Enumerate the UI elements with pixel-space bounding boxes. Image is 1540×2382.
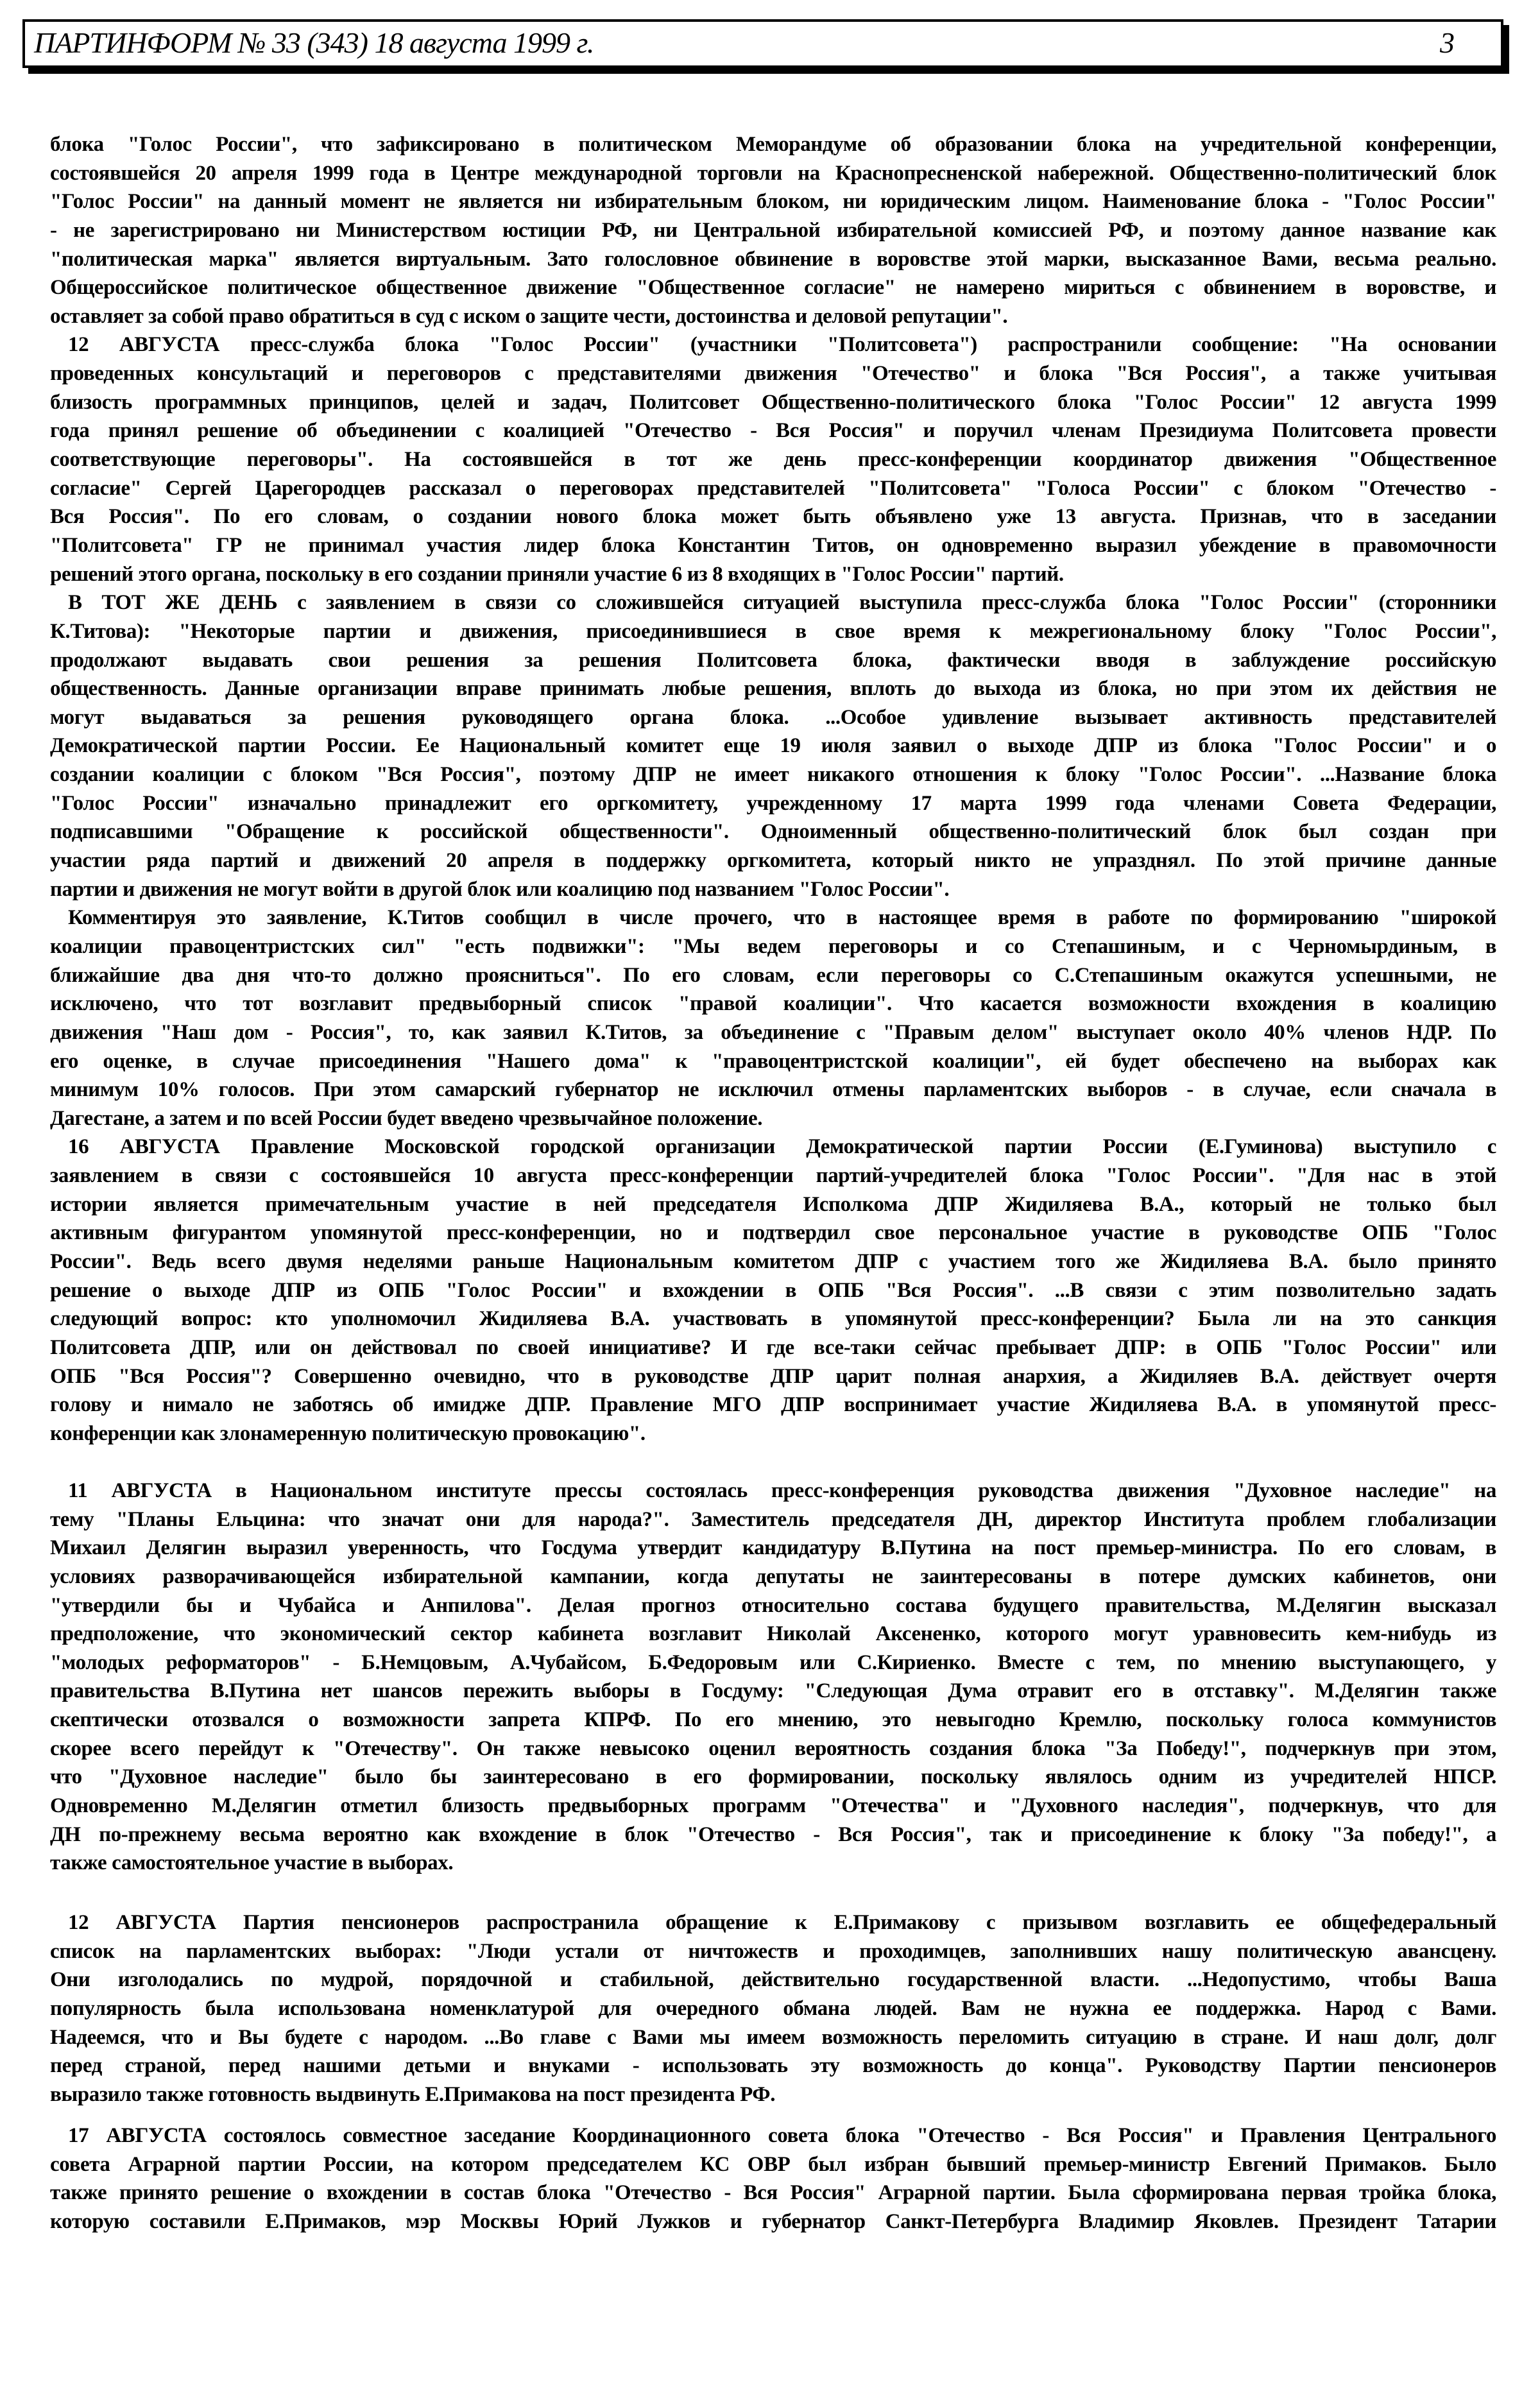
text-line: ближайшие два дня что-то должно проясниться". По его словам, если переговоры со С.Степашиным окажутся успешными, не xyxy=(50,963,1496,987)
text-line: "молодых реформаторов" - Б.Немцовым, А.Чубайсом, Б.Федоровым или С.Кириенко. Вместе с тем, по мнению выступающего, у xyxy=(50,1650,1496,1674)
text-line: Одновременно М.Делягин отметил близость предвыборных программ "Отечества" и "Духовного наследия", подчеркнув, что для xyxy=(50,1794,1496,1818)
text-line: Общероссийское политическое общественное движение "Общественное согласие" не намерено мириться с обвинением в воровстве, и xyxy=(50,276,1496,300)
text-line: "Голос России" изначально принадлежит его оргкомитету, учрежденному 17 марта 1999 года членами Совета Федерации, xyxy=(50,791,1496,815)
text-line: 12 АВГУСТА Партия пенсионеров распространила обращение к Е.Примакову с призывом возглавить ее общефедеральный xyxy=(68,1911,1496,1934)
paragraph xyxy=(50,330,1496,588)
text-line: условиях разворачивающейся избирательной кампании, когда депутаты не заинтересованы в потере думских кабинетов, они xyxy=(50,1564,1496,1588)
text-line: продолжают выдавать свои решения за решения Политсовета блока, фактически вводя в заблуждение российскую xyxy=(50,648,1496,672)
text-line: В ТОТ ЖЕ ДЕНЬ с заявлением в связи со сложившейся ситуацией выступила пресс-служба блока "Голос России" (сторонники xyxy=(68,591,1496,615)
text-line: могут выдаваться за решения руководящего органа блока. ...Особое удивление вызывает активность представителей xyxy=(50,705,1496,729)
article-section-aug-12-pensioners xyxy=(50,1908,1496,2109)
text-line: участии ряда партий и движений 20 апреля в поддержку оргкомитета, который никто не упразднял. По этой причине данные xyxy=(50,849,1496,873)
text-line: 12 АВГУСТА пресс-служба блока "Голос России" (участники "Политсовета") распространили сообщение: "На основании xyxy=(68,333,1496,357)
text-line: создании коалиции с блоком "Вся Россия", поэтому ДПР не имеет никакого отношения к блоку "Голос России". ...Название блока xyxy=(50,763,1496,787)
text-line: Комментируя это заявление, К.Титов сообщил в числе прочего, что в настоящее время в работе по формированию "широкой xyxy=(68,906,1496,930)
text-line: Демократической партии России. Ее Национальный комитет еще 19 июля заявил о выходе ДПР из блока "Голос России" и о xyxy=(50,734,1496,758)
text-line: совета Аграрной партии России, на котором председателем КС ОВР был избран бывший премьер-министр Евгений Примаков. Было xyxy=(50,2152,1496,2176)
text-line: ДН по-прежнему весьма вероятно как вхождение в блок "Отечество - Вся Россия", так и присоединение к блоку "За победу!", а xyxy=(50,1822,1496,1846)
text-line: истории является примечательным участие в ней председателя Исполкома ДПР Жидиляева В.А., который не только был xyxy=(50,1192,1496,1216)
text-line: также самостоятельное участие в выборах. xyxy=(50,1851,454,1875)
text-line: решение о выходе ДПР из ОПБ "Голос России" и вхождении в ОПБ "Вся Россия". ...В связи с этим позволительно задать xyxy=(50,1278,1496,1302)
paragraph xyxy=(50,588,1496,904)
publication-title: ПАРТИНФОРМ № 33 (343) 18 августа 1999 г. xyxy=(34,26,594,59)
text-line: 17 АВГУСТА состоялось совместное заседание Координационного совета блока "Отечество - Вся Россия" и Правления Центрального xyxy=(68,2124,1496,2147)
text-line: Михаил Делягин выразил уверенность, что Госдума утвердит кандидатуру В.Путина на пост премьер-министра. По его словам, в xyxy=(50,1536,1496,1560)
paragraph xyxy=(50,2121,1496,2236)
text-line: популярность была использована номенклатурой для очередного обмана людей. Вам не нужна ее поддержка. Народ с Вами. xyxy=(50,1996,1496,2020)
paragraph xyxy=(50,1908,1496,2109)
text-line: подписавшими "Обращение к российской общественности". Одноименный общественно-политический блок был создан при xyxy=(50,820,1496,844)
text-line: состоявшейся 20 апреля 1999 года в Центре международной торговли на Краснопресненской набережной. Общественно-политический блок xyxy=(50,161,1496,185)
text-line: заявлением в связи с состоявшейся 10 августа пресс-конференции партий-учредителей блока "Голос России". "Для нас в этой xyxy=(50,1164,1496,1188)
text-line: решений этого органа, поскольку в его создании приняли участие 6 из 8 входящих в "Голос России" партий. xyxy=(50,562,1064,586)
page-number: 3 xyxy=(1440,26,1455,59)
text-line: тему "Планы Ельцина: что значат они для народа?". Заместитель председателя ДН, директор Института проблем глобализации xyxy=(50,1507,1496,1531)
text-line: Они изголодались по мудрой, порядочной и стабильной, действительно государственной власти. ...Недопустимо, чтобы Ваша xyxy=(50,1968,1496,1992)
text-line: "утвердили бы и Чубайса и Анпилова". Делая прогноз относительно состава будущего правительства, М.Делягин высказал xyxy=(50,1593,1496,1617)
article-section-continuation xyxy=(50,130,1496,1448)
article-section-aug-11 xyxy=(50,1477,1496,1878)
text-line: оставляет за собой право обратиться в суд с иском о защите чести, достоинства и деловой репутации". xyxy=(50,304,1008,328)
paragraph xyxy=(50,1133,1496,1448)
text-line: движения "Наш дом - Россия", то, как заявил К.Титов, за объединение с "Правым делом" выступает около 40% членов НДР. По xyxy=(50,1020,1496,1044)
text-line: что "Духовное наследие" было бы заинтересовано в его формировании, поскольку являлось одним из учредителей НПСР. xyxy=(50,1765,1496,1789)
text-line: перед страной, перед нашими детьми и внуками - использовать эту возможность до конца". Руководству Партии пенсионеров xyxy=(50,2054,1496,2078)
text-line: список на парламентских выборах: "Люди устали от ничтожеств и проходимцев, заполнивших нашу политическую авансцену. xyxy=(50,1939,1496,1963)
text-line: следующий вопрос: кто уполномочил Жидиляева В.А. участвовать в упомянутой пресс-конференции? Была ли на это санкция xyxy=(50,1307,1496,1331)
text-line: 16 АВГУСТА Правление Московской городской организации Демократической партии России (Е.Гуминова) выступило с xyxy=(68,1135,1496,1159)
text-line: конференции как злонамеренную политическую провокацию". xyxy=(50,1421,646,1445)
text-line: Политсовета ДПР, или он действовал по своей инициативе? И где все-таки сейчас пребывает ДПР: в ОПБ "Голос России" или xyxy=(50,1335,1496,1359)
text-line: К.Титова): "Некоторые партии и движения, присоединившиеся в свое время к межрегиональному блоку "Голос России", xyxy=(50,619,1496,643)
text-line: правительства В.Путина нет шансов пережить выборы в Госдуму: "Следующая Дума отравит его в отставку". М.Делягин также xyxy=(50,1679,1496,1703)
text-line: Дагестане, а затем и по всей России будет введено чрезвычайное положение. xyxy=(50,1106,763,1130)
article-section-aug-17 xyxy=(50,2121,1496,2236)
text-line: России". Ведь всего двумя неделями раньше Национальным комитетом ДПР с участием того же Жидиляева В.А. было принято xyxy=(50,1249,1496,1273)
text-line: "Политсовета" ГР не принимал участия лидер блока Константин Титов, он одновременно выразил убеждение в правомочности xyxy=(50,533,1496,557)
text-line: коалиции правоцентристских сил" "есть подвижки": "Мы ведем переговоры и со Степашиным, и с Черномырдиным, в xyxy=(50,934,1496,958)
text-line: партии и движения не могут войти в другой блок или коалицию под названием "Голос России". xyxy=(50,877,950,901)
text-line: скорее всего перейдут к "Отечеству". Он также невысоко оценил вероятность создания блока "За Победу!", подчеркнув при этом, xyxy=(50,1736,1496,1760)
text-line: Вся Россия". По его словам, о создании нового блока может быть объявлено уже 13 августа. Признав, что в заседании xyxy=(50,505,1496,529)
text-line: года принял решение об объединении с коалицией "Отечество - Вся Россия" и поручил членам Президиума Политсовета провести xyxy=(50,419,1496,443)
text-line: близость программных принципов, целей и задач, Политсовет Общественно-политического блока "Голос России" 12 августа 1999 xyxy=(50,390,1496,414)
text-line: 11 АВГУСТА в Национальном институте прессы состоялась пресс-конференция руководства движения "Духовное наследие" на xyxy=(68,1479,1496,1502)
text-line: его оценке, в случае присоединения "Нашего дома" к "правоцентристской коалиции", ей будет обеспечено на выборах как xyxy=(50,1049,1496,1073)
text-line: минимум 10% голосов. При этом самарский губернатор не исключил отмены парламентских выборов - в случае, если сначала в xyxy=(50,1078,1496,1102)
paragraph xyxy=(50,904,1496,1133)
text-line: "Голос России" на данный момент не является ни избирательным блоком, ни юридическим лицом. Наименование блока - "Голос России" xyxy=(50,190,1496,214)
text-line: скептически отозвался о возможности запрета КПРФ. По его мнению, это невыгодно Кремлю, поскольку голоса коммунистов xyxy=(50,1708,1496,1732)
paragraph xyxy=(50,130,1496,330)
text-line: согласие" Сергей Царегородцев рассказал о переговорах представителей "Политсовета" "Голоса России" с блоком "Отечество - xyxy=(50,476,1496,500)
text-line: исключено, что тот возглавит предвыборный список "правой коалиции". Что касается возможности вхождения в коалицию xyxy=(50,992,1496,1016)
text-line: соответствующие переговоры". На состоявшейся в тот же день пресс-конференции координатор движения "Общественное xyxy=(50,448,1496,472)
text-line: активным фигурантом упомянутой пресс-конференции, но и подтвердил свое персональное участие в руководстве ОПБ "Голос xyxy=(50,1221,1496,1245)
text-line: выразило также готовность выдвинуть Е.Примакова на пост президента РФ. xyxy=(50,2082,776,2106)
page-header xyxy=(22,19,1503,68)
text-line: проведенных консультаций и переговоров с представителями движения "Отечество" и блока "Вся Россия", а также учитывая xyxy=(50,362,1496,386)
text-line: "политическая марка" является виртуальным. Зато голословное обвинение в воровстве этой марки, высказанное Вами, весьма реально. xyxy=(50,247,1496,271)
text-line: блока "Голос России", что зафиксировано в политическом Меморандуме об образовании блока на учредительной конференции, xyxy=(50,133,1496,156)
paragraph xyxy=(50,1477,1496,1878)
text-line: - не зарегистрировано ни Министерством юстиции РФ, ни Центральной избирательной комиссией РФ, и поэтому данное название как xyxy=(50,218,1496,242)
text-line: предположение, что экономический сектор кабинета возглавит Николай Аксененко, которого могут уравновесить кем-нибудь из xyxy=(50,1622,1496,1646)
text-line: ОПБ "Вся Россия"? Совершенно очевидно, что в руководстве ДПР царит полная анархия, а Жидиляев В.А. действует очертя xyxy=(50,1364,1496,1388)
text-line: общественность. Данные организации вправе принимать любые решения, вплоть до выхода из блока, но при этом их действия не xyxy=(50,677,1496,701)
text-line: также принято решение о вхождении в состав блока "Отечество - Вся Россия" Аграрной партии. Была сформирована первая тройка блока, xyxy=(50,2181,1496,2205)
text-line: голову и нимало не заботясь об имидже ДПР. Правление МГО ДПР воспринимает участие Жидиляева В.А. в упомянутой пресс- xyxy=(50,1393,1496,1417)
text-line: Надеемся, что и Вы будете с народом. ...Во главе с Вами мы имеем возможность переломить ситуацию в стране. И наш долг, долг xyxy=(50,2025,1496,2049)
text-line: которую составили Е.Примаков, мэр Москвы Юрий Лужков и губернатор Санкт-Петербурга Владимир Яковлев. Президент Татарии xyxy=(50,2209,1496,2233)
